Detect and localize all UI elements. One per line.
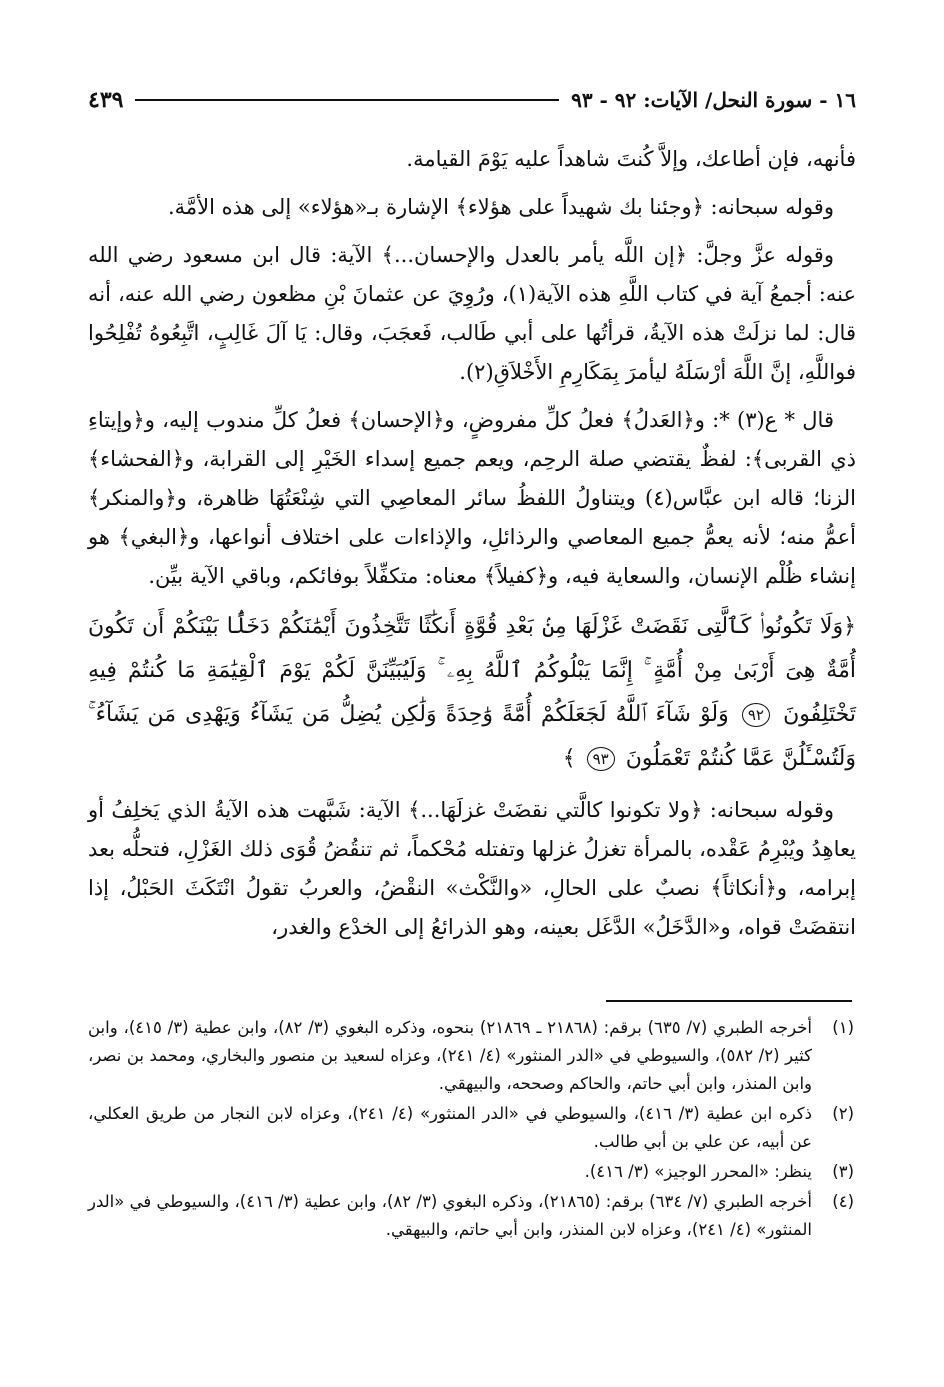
- footnote-number: (٣): [832, 1162, 854, 1181]
- paragraph-2: وقوله سبحانه: ﴿وجئنا بك شهيداً على هؤلاء﴾ الإشارة بـ«هؤلاء» إلى هذه الأمَّة.: [167, 195, 834, 219]
- header-rule: [135, 99, 559, 101]
- footnote-text: أخرجه الطبري (٧/ ٦٣٤) برقم: (٢١٨٦٥)، وذكره البغوي (٣/ ٨٢)، وابن عطية (٣/ ٤١٦)، والسيوطي في «الدر المنثور» (٤/ ٢٤١)، وعزاه لابن المنذر، وابن أبي حاتم، والبيهقي.: [88, 1192, 812, 1239]
- running-header: [88, 85, 856, 115]
- footnote-item: [88, 1100, 854, 1156]
- footnotes: [88, 1014, 854, 1246]
- paragraph-5: وقوله سبحانه: ﴿ولا تكونوا كالَّتي نقضَتْ غزلَهَا...﴾ الآية: شَبَّهت هذه الآيةُ الذي يَخلِفُ أو يعاهِدُ ويُبْرِمُ عَقْده، بالمرأة تغزلُ غزلها وتفتله مُحْكماً، ثم تنقُضُ قُوَى ذلك الغَزْلِ، فتحلُّه بعد إبرامه، و﴿أنكاثاً﴾ نصبٌ على الحالِ، «والنَّكْث» النقْضُ، والعربُ تقولُ انْتَكَثَ الحَبْلُ، إذا انتقضَتْ قواه، و«الدَّخَلُ» الدَّغَل بعينه، وهو الذرائعُ إلى الخدْع والغدر،: [88, 798, 856, 939]
- verse-close-bracket: ﴾: [562, 746, 576, 771]
- footnote-number: (٢): [832, 1104, 854, 1123]
- footnote-item: [88, 1014, 854, 1098]
- paragraph-4: قال * ع(٣) *: و﴿العَدلُ﴾ فعلُ كلِّ مفروضٍ، و﴿الإحسان﴾ فعلُ كلِّ مندوب إليه، و﴿وإيتاءِ ذي القربى﴾: لفظٌ يقتضي صلة الرحِم، ويعم جميع إسداء الخَيْرِ إلى القرابة، و﴿الفحشاء﴾ الزنا؛ قاله ابن عبَّاس(٤) ويتناولُ اللفظُ سائر المعاصِي التي شِنْعَتُهَا ظاهرة، و﴿والمنكر﴾ أعمُّ منه؛ لأنه يعمُّ جميع المعاصي والرذائلِ، والإذاءات على اختلاف أنواعها، و﴿البغي﴾ هو إنشاء ظُلْم الإنسان، والسعاية فيه، و﴿كفيلاً﴾ معناه: متكفِّلاً بوفائكم، وباقي الآية بيِّن.: [88, 408, 856, 588]
- verse-93-text: وَلَوْ شَآءَ ٱللَّهُ لَجَعَلَكُمْ أُمَّةً وَٰحِدَةً وَلَٰكِن يُضِلُّ مَن يَشَآءُ وَيَهْدِى مَن يَشَآءُ ۚ وَلَتُسْـَٔلُنَّ عَمَّا كُنتُمْ تَعْمَلُونَ: [88, 702, 856, 771]
- paragraph-1: فأنهه، فإن أطاعك، وإلاَّ كُنتَ شاهداً عليه يَوْمَ القيامة.: [406, 147, 856, 171]
- chapter-title: ١٦ - سورة النحل/ الآيات: ٩٢ - ٩٣: [571, 88, 856, 112]
- footnote-text: ينظر: «المحرر الوجيز» (٣/ ٤١٦).: [584, 1162, 812, 1181]
- paragraph-3: وقوله عزَّ وجلَّ: ﴿إن اللَّه يأمر بالعدل والإحسان...﴾ الآية: قال ابن مسعود رضي الله عنه: أجمعُ آية في كتاب اللَّهِ هذه الآية(١)، ورُوِيَ عن عثمانَ بْنِ مظعون رضي الله عنه، أنه قال: لما نزلَتْ هذه الآيةُ، قرأتُها على أبي طَالب، فَعجَبَ، وقال: يَا آلَ غَالِبٍ، اتَّبِعُوهُ تُفْلِحُوا فواللَّهِ، إنَّ اللَّهَ أرْسَلَهُ ليأمرَ بِمَكَارِمِ الأَخْلاَقِ(٢).: [88, 243, 856, 384]
- footnote-text: أخرجه الطبري (٧/ ٦٣٥) برقم: (٢١٨٦٨ ـ ٢١٨٦٩) بنحوه، وذكره البغوي (٣/ ٨٢)، وابن عطية (٣/ ٤١٥)، وابن كثير (٢/ ٥٨٢)، والسيوطي في «الدر المنثور» (٤/ ٢٤١)، وعزاه لسعيد بن منصور والبخاري، ومحمد بن نصر، وابن المنذر، وابن أبي حاتم، والحاكم وصححه، والبيهقي.: [88, 1018, 813, 1093]
- footnote-item: [88, 1158, 854, 1186]
- footnote-text: ذكره ابن عطية (٣/ ٤١٦)، والسيوطي في «الدر المنثور» (٤/ ٢٤١)، وعزاه لابن النجار من طريق العكلي، عن أبيه، عن علي بن أبي طالب.: [88, 1104, 813, 1151]
- page-number: ٤٣٩: [88, 87, 124, 113]
- verse-92-text: ﴿وَلَا تَكُونُوا۟ كَٱلَّتِى نَقَضَتْ غَزْلَهَا مِنۢ بَعْدِ قُوَّةٍ أَنكَٰثًا تَتَّخِذُونَ أَيْمَٰنَكُمْ دَخَلًۢا بَيْنَكُمْ أَن تَكُونَ أُمَّةٌ هِىَ أَرْبَىٰ مِنْ أُمَّةٍ ۚ إِنَّمَا يَبْلُوكُمُ ٱللَّهُ بِهِۦ ۚ وَلَيُبَيِّنَنَّ لَكُمْ يَوْمَ ٱلْقِيَٰمَةِ مَا كُنتُمْ فِيهِ تَخْتَلِفُونَ: [88, 614, 857, 727]
- footnote-rule: [606, 1000, 852, 1002]
- verse-93-marker: ٩٣: [587, 747, 615, 771]
- footnote-item: [88, 1188, 854, 1244]
- verse-92-marker: ٩٢: [742, 703, 770, 727]
- quran-verse-block: [88, 605, 856, 781]
- main-text: [88, 140, 856, 956]
- footnote-number: (١): [832, 1018, 854, 1037]
- footnote-number: (٤): [832, 1192, 854, 1211]
